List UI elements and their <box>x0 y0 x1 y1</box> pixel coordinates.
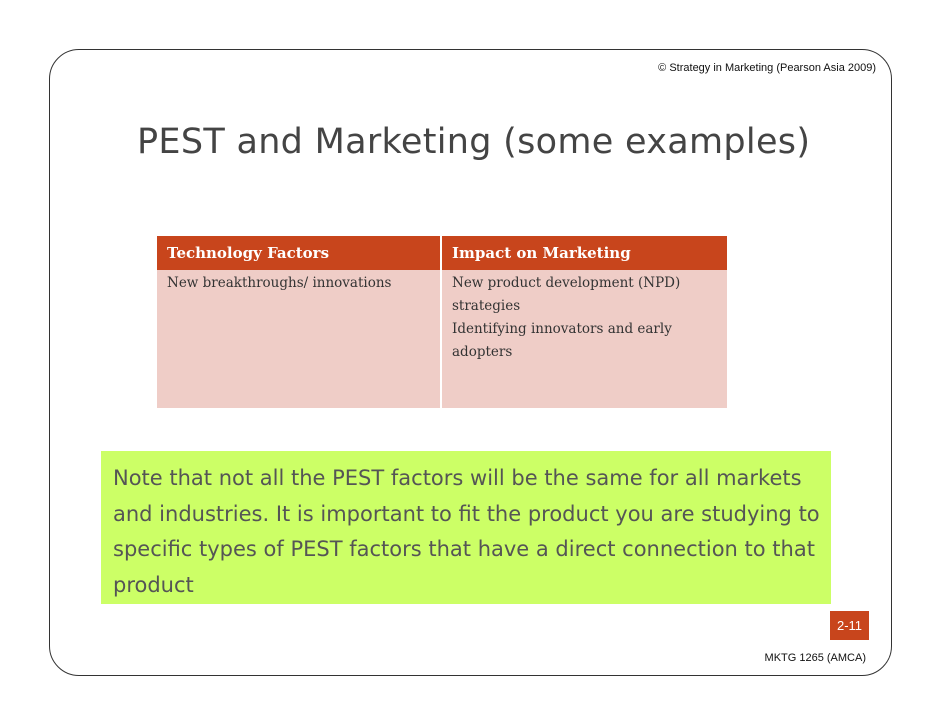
table-cell-factor: New breakthroughs/ innovations <box>157 270 441 408</box>
note-text: Note that not all the PEST factors will be the same for all markets and industries. It is important to fit the product you are studying to specific types of PEST factors that have a direct connection to that product <box>113 466 820 597</box>
slide-number-badge: 2-11 <box>830 611 869 640</box>
column-header-technology-factors: Technology Factors <box>157 236 441 270</box>
table-cell-impact <box>441 270 727 408</box>
course-code-footer: MKTG 1265 (AMCA) <box>764 652 866 664</box>
pest-table <box>157 236 727 408</box>
page-title: PEST and Marketing (some examples) <box>137 122 811 162</box>
note-box <box>101 451 831 604</box>
table-header-row <box>157 236 727 270</box>
table-row <box>157 270 727 408</box>
impact-line: strategies <box>452 298 521 314</box>
column-header-impact-on-marketing: Impact on Marketing <box>441 236 727 270</box>
impact-line: New product development (NPD) <box>452 275 681 291</box>
impact-line: adopters <box>452 344 513 360</box>
copyright-notice: © Strategy in Marketing (Pearson Asia 2009) <box>658 62 876 74</box>
impact-line: Identifying innovators and early <box>452 321 672 337</box>
